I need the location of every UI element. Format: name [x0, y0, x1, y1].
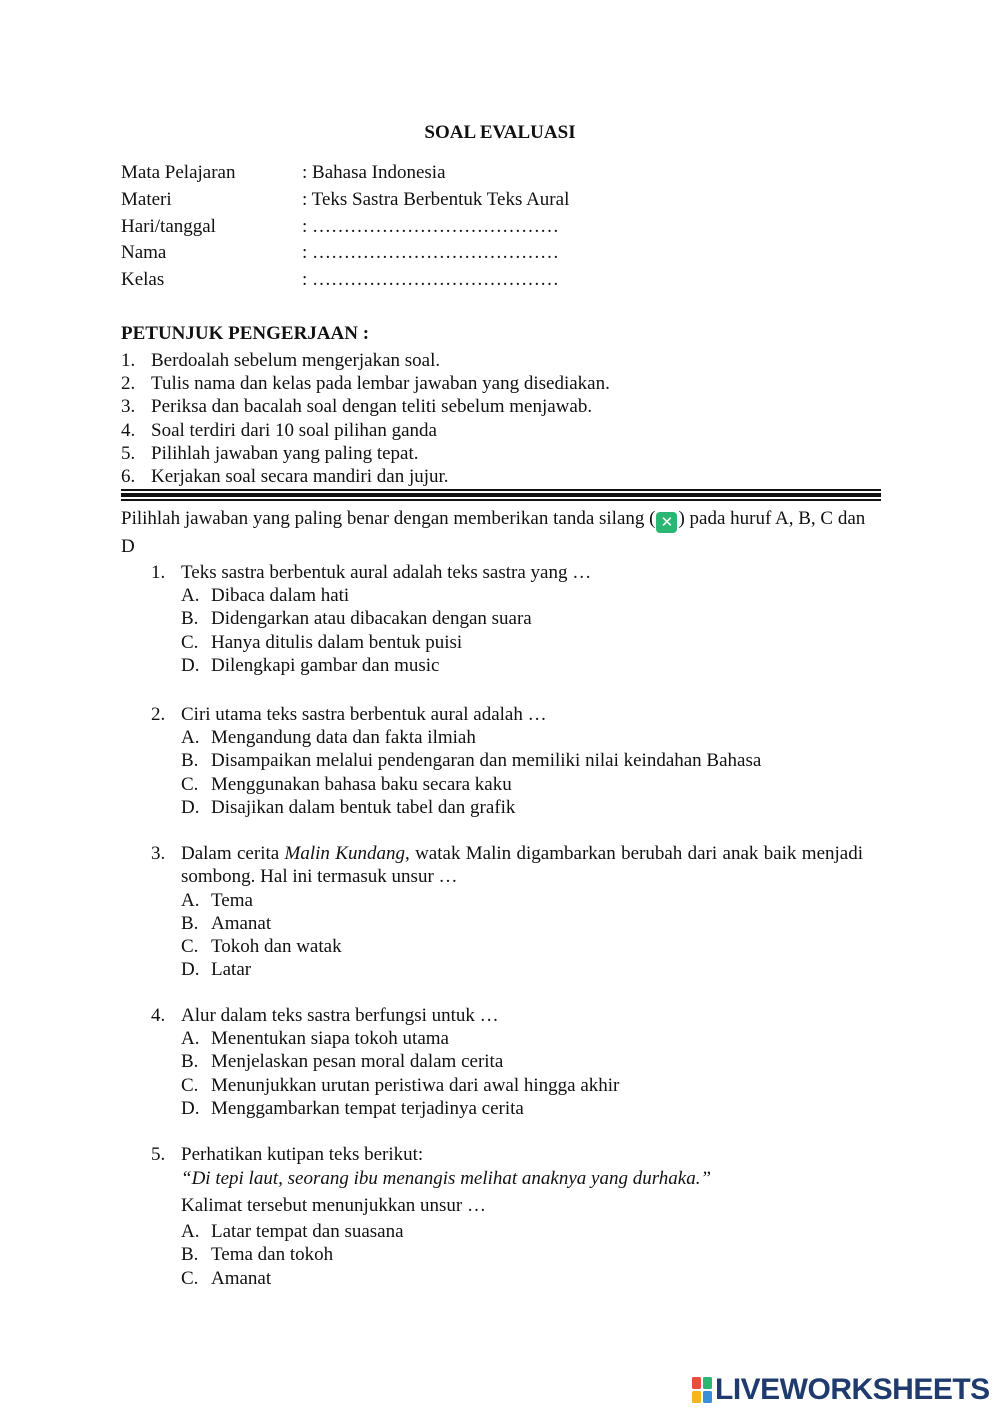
instruction-item — [121, 442, 610, 465]
option-text: Latar — [211, 959, 252, 981]
info-label: Kelas — [121, 269, 165, 291]
option-a[interactable] — [151, 889, 863, 912]
instruction-number: 1. — [121, 350, 136, 371]
option-text: Dilengkapi gambar dan music — [211, 654, 440, 676]
question-2 — [151, 703, 863, 819]
info-label: Nama — [121, 242, 167, 264]
text-quote: “Di tepi laut, seorang ibu menangis melihat anaknya yang durhaka.” — [181, 1168, 712, 1190]
question-number: 4. — [151, 1005, 166, 1026]
question-5 — [151, 1143, 863, 1290]
cross-mark-icon: ✕ — [656, 512, 677, 533]
option-letter: B. — [181, 1244, 199, 1266]
question-subtext: Kalimat tersebut menunjukkan unsur … — [181, 1195, 486, 1217]
question-4 — [151, 1004, 863, 1120]
info-label: Hari/tanggal — [121, 215, 216, 237]
liveworksheets-logo-text: LIVEWORKSHEETS — [715, 1373, 990, 1406]
info-row-subject — [121, 160, 569, 187]
instruction-text: Berdoalah sebelum mengerjakan soal. — [151, 350, 441, 371]
instruction-text: Tulis nama dan kelas pada lembar jawaban yang disediakan. — [151, 373, 610, 395]
info-value: : Teks Sastra Berbentuk Teks Aural — [302, 188, 570, 210]
option-b[interactable] — [151, 1050, 863, 1073]
option-c[interactable] — [151, 631, 863, 654]
option-a[interactable] — [151, 1220, 863, 1243]
option-letter: A. — [181, 585, 200, 607]
page-title: SOAL EVALUASI — [424, 122, 576, 143]
info-label: Mata Pelajaran — [121, 162, 236, 183]
divider-line — [121, 499, 881, 501]
option-text: Menentukan siapa tokoh utama — [211, 1028, 449, 1050]
instruction-item — [121, 349, 610, 372]
instruction-item — [121, 372, 610, 395]
option-text: Tema dan tokoh — [211, 1244, 334, 1266]
option-text: Disampaikan melalui pendengaran dan memiliki nilai keindahan Bahasa — [211, 750, 762, 772]
instruction-text: Pilihlah jawaban yang paling tepat. — [151, 442, 419, 464]
question-text: Teks sastra berbentuk aural adalah teks sastra yang … — [181, 562, 592, 583]
instruction-text: Periksa dan bacalah soal dengan teliti sebelum menjawab. — [151, 396, 593, 418]
option-text: Tokoh dan watak — [211, 936, 342, 958]
question-text: Alur dalam teks sastra berfungsi untuk … — [181, 1005, 499, 1026]
instructions-title: PETUNJUK PENGERJAAN : — [121, 323, 370, 344]
question-1 — [151, 561, 863, 677]
option-text: Menggambarkan tempat terjadinya cerita — [211, 1097, 524, 1119]
info-row-name — [121, 240, 569, 267]
option-letter: C. — [181, 631, 199, 653]
divider-line — [121, 489, 881, 491]
option-d[interactable] — [151, 796, 863, 819]
option-text: Disajikan dalam bentuk tabel dan grafik — [211, 796, 516, 818]
student-info — [121, 160, 569, 294]
info-value: : Bahasa Indonesia — [302, 162, 446, 183]
option-c[interactable] — [151, 1074, 863, 1097]
question-text: , watak Malin digambarkan berubah dari anak baik menjadi sombong. Hal ini termasuk unsur … — [181, 843, 863, 888]
instruction-number: 5. — [121, 442, 136, 464]
option-c[interactable] — [151, 773, 863, 796]
option-text: Menggunakan bahasa baku secara kaku — [211, 773, 512, 795]
option-letter: C. — [181, 1074, 199, 1096]
question-stem — [151, 703, 863, 726]
info-row-material — [121, 187, 569, 214]
option-b[interactable] — [151, 1243, 863, 1266]
question-stem — [151, 1004, 863, 1027]
instruction-item — [121, 419, 610, 442]
info-value: : ………………………………… — [302, 215, 560, 237]
liveworksheets-logo-icon — [692, 1377, 712, 1403]
option-letter: A. — [181, 727, 200, 749]
option-letter: B. — [181, 913, 199, 935]
info-label: Materi — [121, 188, 172, 210]
option-text: Dibaca dalam hati — [211, 585, 350, 607]
option-letter: D. — [181, 796, 200, 818]
question-text: Ciri utama teks sastra berbentuk aural adalah … — [181, 704, 547, 725]
info-row-class — [121, 267, 569, 294]
question-number: 2. — [151, 704, 166, 725]
question-stem — [151, 842, 863, 889]
option-letter: C. — [181, 1267, 199, 1289]
option-text: Menjelaskan pesan moral dalam cerita — [211, 1051, 504, 1073]
option-b[interactable] — [151, 607, 863, 630]
option-letter: D. — [181, 959, 200, 981]
instruction-text: Soal terdiri dari 10 soal pilihan ganda — [151, 419, 437, 441]
option-letter: A. — [181, 1028, 200, 1050]
option-letter: D. — [181, 654, 200, 676]
option-a[interactable] — [151, 726, 863, 749]
option-letter: D. — [181, 1097, 200, 1119]
option-letter: C. — [181, 936, 199, 958]
info-value: : ………………………………… — [302, 269, 560, 291]
option-text: Latar tempat dan suasana — [211, 1221, 404, 1243]
option-d[interactable] — [151, 958, 863, 981]
option-text: Didengarkan atau dibacakan dengan suara — [211, 608, 532, 630]
instruction-number: 2. — [121, 373, 136, 395]
question-text: Perhatikan kutipan teks berikut: — [181, 1144, 424, 1165]
info-row-date — [121, 214, 569, 241]
question-number: 1. — [151, 562, 166, 583]
option-c[interactable] — [151, 1267, 863, 1290]
option-text: Tema — [211, 889, 253, 911]
instruction-text-before: Pilihlah jawaban yang paling benar dengan memberikan tanda silang ( — [121, 508, 656, 529]
option-letter: A. — [181, 1221, 200, 1243]
option-a[interactable] — [151, 1027, 863, 1050]
option-text: Menunjukkan urutan peristiwa dari awal hingga akhir — [211, 1074, 620, 1096]
instruction-number: 6. — [121, 465, 136, 487]
instruction-number: 3. — [121, 396, 136, 418]
option-d[interactable] — [151, 654, 863, 677]
instruction-text-after: ) pada huruf A, B, C dan D — [121, 508, 866, 557]
instruction-item — [121, 465, 610, 488]
question-stem — [151, 1143, 863, 1166]
option-d[interactable] — [151, 1097, 863, 1120]
option-letter: B. — [181, 1051, 199, 1073]
instruction-item — [121, 395, 610, 418]
divider-line — [121, 493, 881, 497]
option-text: Mengandung data dan fakta ilmiah — [211, 727, 476, 749]
question-number: 3. — [151, 843, 166, 864]
option-b[interactable] — [151, 749, 863, 772]
info-value: : ………………………………… — [302, 242, 560, 264]
question-stem — [151, 561, 863, 584]
question-text: Dalam cerita — [181, 843, 285, 864]
answer-instruction — [121, 505, 881, 561]
option-text: Amanat — [211, 1267, 272, 1289]
story-title: Malin Kundang — [284, 843, 405, 864]
option-text: Hanya ditulis dalam bentuk puisi — [211, 631, 463, 653]
option-a[interactable] — [151, 584, 863, 607]
question-3 — [151, 842, 863, 982]
instruction-number: 4. — [121, 419, 136, 441]
option-letter: C. — [181, 773, 199, 795]
option-letter: B. — [181, 608, 199, 630]
option-text: Amanat — [211, 913, 272, 935]
instruction-text: Kerjakan soal secara mandiri dan jujur. — [151, 465, 449, 487]
question-number: 5. — [151, 1144, 166, 1165]
option-c[interactable] — [151, 935, 863, 958]
option-letter: B. — [181, 750, 199, 772]
option-letter: A. — [181, 889, 200, 911]
option-b[interactable] — [151, 912, 863, 935]
liveworksheets-logo — [692, 1373, 990, 1407]
instructions-list — [121, 349, 610, 488]
